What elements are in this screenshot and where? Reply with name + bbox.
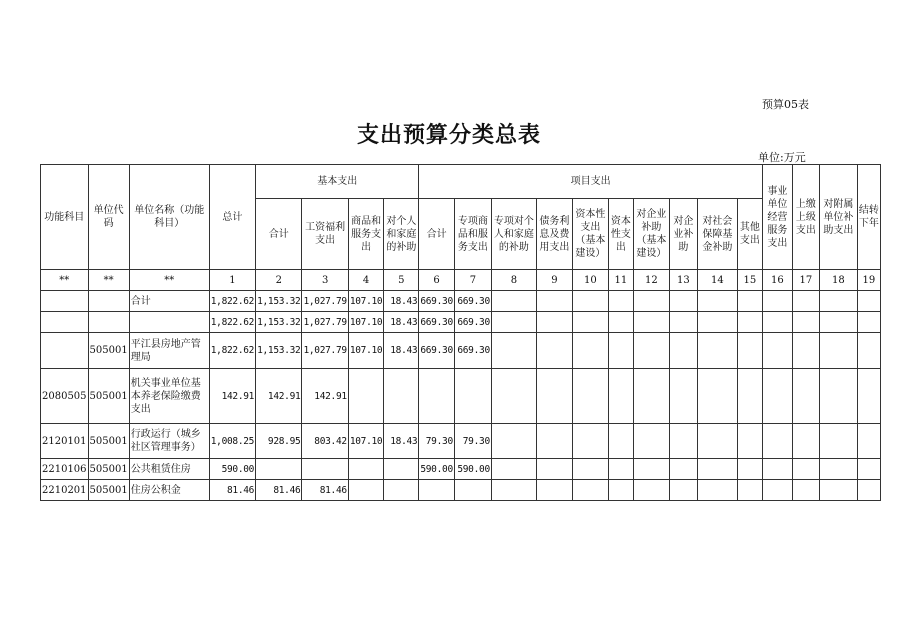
cell-empty bbox=[737, 480, 762, 501]
cell-personal: 18.43 bbox=[384, 291, 419, 312]
index-cell: 2 bbox=[256, 270, 302, 291]
cell-empty bbox=[491, 312, 536, 333]
cell-func bbox=[41, 312, 89, 333]
cell-empty bbox=[792, 424, 819, 459]
cell-wage: 1,027.79 bbox=[302, 333, 348, 369]
cell-empty bbox=[536, 369, 572, 424]
cell-wage: 81.46 bbox=[302, 480, 348, 501]
index-cell: ** bbox=[88, 270, 129, 291]
index-cell: 18 bbox=[819, 270, 857, 291]
cell-total: 1,822.62 bbox=[209, 312, 255, 333]
cell-basic: 1,153.32 bbox=[256, 291, 302, 312]
cell-empty bbox=[697, 480, 737, 501]
table-row bbox=[41, 291, 881, 312]
header-total: 总计 bbox=[209, 165, 255, 270]
cell-empty bbox=[633, 291, 669, 312]
cell-empty bbox=[857, 480, 880, 501]
index-cell: 17 bbox=[792, 270, 819, 291]
header-basic-subtotal: 合计 bbox=[256, 199, 302, 270]
header-unit-code: 单位代码 bbox=[88, 165, 129, 270]
table-row bbox=[41, 424, 881, 459]
index-cell: 10 bbox=[572, 270, 608, 291]
cell-name: 机关事业单位基本养老保险缴费支出 bbox=[129, 369, 209, 424]
cell-proj: 669.30 bbox=[419, 291, 455, 312]
cell-empty bbox=[737, 369, 762, 424]
cell-total: 142.91 bbox=[209, 369, 255, 424]
cell-goods bbox=[348, 369, 384, 424]
cell-empty bbox=[697, 369, 737, 424]
form-number: 预算05表 bbox=[762, 98, 809, 111]
cell-func bbox=[41, 333, 89, 369]
header-unit-name: 单位名称（功能科目） bbox=[129, 165, 209, 270]
cell-proj_goods: 669.30 bbox=[454, 312, 491, 333]
cell-empty bbox=[819, 369, 857, 424]
cell-empty bbox=[536, 480, 572, 501]
cell-empty bbox=[819, 333, 857, 369]
cell-empty bbox=[669, 459, 697, 480]
cell-empty bbox=[669, 424, 697, 459]
cell-empty bbox=[697, 312, 737, 333]
cell-empty bbox=[669, 312, 697, 333]
index-cell: 4 bbox=[348, 270, 384, 291]
header-carry-forward: 结转下年 bbox=[857, 165, 880, 270]
index-cell: 1 bbox=[209, 270, 255, 291]
cell-basic: 1,153.32 bbox=[256, 312, 302, 333]
cell-empty bbox=[819, 291, 857, 312]
cell-empty bbox=[491, 480, 536, 501]
cell-empty bbox=[857, 333, 880, 369]
cell-func: 2080505 bbox=[41, 369, 89, 424]
cell-empty bbox=[762, 369, 792, 424]
header-enterprise-subsidy-basic: 对企业补助（基本建设） bbox=[633, 199, 669, 270]
cell-code: 505001 bbox=[88, 459, 129, 480]
cell-code: 505001 bbox=[88, 424, 129, 459]
cell-goods bbox=[348, 480, 384, 501]
cell-proj_goods: 590.00 bbox=[454, 459, 491, 480]
cell-personal bbox=[384, 480, 419, 501]
cell-basic: 81.46 bbox=[256, 480, 302, 501]
header-enterprise-subsidy: 对企业补助 bbox=[669, 199, 697, 270]
cell-empty bbox=[608, 333, 633, 369]
cell-empty bbox=[819, 459, 857, 480]
cell-proj_goods bbox=[454, 369, 491, 424]
cell-empty bbox=[737, 424, 762, 459]
cell-empty bbox=[669, 369, 697, 424]
cell-goods: 107.10 bbox=[348, 312, 384, 333]
cell-code: 505001 bbox=[88, 369, 129, 424]
cell-empty bbox=[697, 459, 737, 480]
cell-proj_goods bbox=[454, 480, 491, 501]
cell-personal bbox=[384, 459, 419, 480]
cell-personal bbox=[384, 369, 419, 424]
cell-empty bbox=[633, 459, 669, 480]
table-row bbox=[41, 480, 881, 501]
index-cell: 8 bbox=[491, 270, 536, 291]
header-personal-family: 对个人和家庭的补助 bbox=[384, 199, 419, 270]
cell-proj bbox=[419, 480, 455, 501]
cell-func: 2210201 bbox=[41, 480, 89, 501]
cell-personal: 18.43 bbox=[384, 312, 419, 333]
cell-empty bbox=[762, 424, 792, 459]
cell-empty bbox=[608, 291, 633, 312]
header-proj-goods-services: 专项商品和服务支出 bbox=[454, 199, 491, 270]
cell-basic: 1,153.32 bbox=[256, 333, 302, 369]
cell-empty bbox=[857, 459, 880, 480]
header-goods-services: 商品和服务支出 bbox=[348, 199, 384, 270]
cell-empty bbox=[536, 459, 572, 480]
cell-total: 590.00 bbox=[209, 459, 255, 480]
cell-empty bbox=[608, 459, 633, 480]
index-cell: 9 bbox=[536, 270, 572, 291]
cell-empty bbox=[697, 424, 737, 459]
cell-empty bbox=[536, 424, 572, 459]
cell-empty bbox=[792, 480, 819, 501]
cell-empty bbox=[572, 312, 608, 333]
cell-wage: 142.91 bbox=[302, 369, 348, 424]
header-func-subject: 功能科目 bbox=[41, 165, 89, 270]
index-cell: 13 bbox=[669, 270, 697, 291]
cell-personal: 18.43 bbox=[384, 424, 419, 459]
cell-proj bbox=[419, 369, 455, 424]
cell-goods: 107.10 bbox=[348, 333, 384, 369]
cell-empty bbox=[608, 480, 633, 501]
cell-name: 合计 bbox=[129, 291, 209, 312]
cell-empty bbox=[697, 291, 737, 312]
header-capital-basic: 资本性支出（基本建设） bbox=[572, 199, 608, 270]
index-cell: 15 bbox=[737, 270, 762, 291]
cell-name: 住房公积金 bbox=[129, 480, 209, 501]
cell-code bbox=[88, 291, 129, 312]
cell-empty bbox=[857, 291, 880, 312]
cell-empty bbox=[792, 369, 819, 424]
cell-empty bbox=[669, 480, 697, 501]
header-capital: 资本性支出 bbox=[608, 199, 633, 270]
index-cell: 3 bbox=[302, 270, 348, 291]
cell-empty bbox=[737, 459, 762, 480]
cell-empty bbox=[491, 333, 536, 369]
cell-basic bbox=[256, 459, 302, 480]
cell-proj: 79.30 bbox=[419, 424, 455, 459]
cell-proj_goods: 669.30 bbox=[454, 333, 491, 369]
cell-wage bbox=[302, 459, 348, 480]
cell-empty bbox=[491, 459, 536, 480]
cell-code bbox=[88, 312, 129, 333]
index-cell: 12 bbox=[633, 270, 669, 291]
header-institution-operation: 事业单位经营服务支出 bbox=[762, 165, 792, 270]
cell-empty bbox=[633, 333, 669, 369]
cell-empty bbox=[819, 312, 857, 333]
cell-wage: 803.42 bbox=[302, 424, 348, 459]
cell-name: 平江县房地产管理局 bbox=[129, 333, 209, 369]
unit-label: 单位:万元 bbox=[758, 151, 806, 164]
cell-empty bbox=[633, 369, 669, 424]
index-cell: ** bbox=[129, 270, 209, 291]
cell-func: 2120101 bbox=[41, 424, 89, 459]
header-project-subtotal: 合计 bbox=[419, 199, 455, 270]
cell-empty bbox=[608, 312, 633, 333]
cell-empty bbox=[737, 312, 762, 333]
cell-code: 505001 bbox=[88, 333, 129, 369]
cell-name: 行政运行（城乡社区管理事务） bbox=[129, 424, 209, 459]
cell-proj_goods: 79.30 bbox=[454, 424, 491, 459]
cell-total: 1,008.25 bbox=[209, 424, 255, 459]
cell-empty bbox=[819, 424, 857, 459]
table-row bbox=[41, 333, 881, 369]
index-cell: 16 bbox=[762, 270, 792, 291]
header-debt-interest: 债务利息及费用支出 bbox=[536, 199, 572, 270]
cell-empty bbox=[697, 333, 737, 369]
cell-empty bbox=[633, 480, 669, 501]
cell-empty bbox=[669, 333, 697, 369]
cell-proj: 669.30 bbox=[419, 312, 455, 333]
cell-empty bbox=[762, 333, 792, 369]
cell-empty bbox=[792, 459, 819, 480]
cell-empty bbox=[536, 333, 572, 369]
cell-empty bbox=[572, 333, 608, 369]
budget-table bbox=[40, 164, 881, 501]
cell-code: 505001 bbox=[88, 480, 129, 501]
header-payment-superior: 上缴上级支出 bbox=[792, 165, 819, 270]
cell-wage: 1,027.79 bbox=[302, 312, 348, 333]
cell-empty bbox=[491, 291, 536, 312]
cell-empty bbox=[737, 333, 762, 369]
cell-empty bbox=[572, 480, 608, 501]
cell-empty bbox=[857, 312, 880, 333]
cell-empty bbox=[737, 291, 762, 312]
cell-empty bbox=[762, 480, 792, 501]
cell-empty bbox=[572, 424, 608, 459]
cell-total: 81.46 bbox=[209, 480, 255, 501]
index-cell: 7 bbox=[454, 270, 491, 291]
cell-empty bbox=[792, 312, 819, 333]
cell-total: 1,822.62 bbox=[209, 333, 255, 369]
cell-empty bbox=[536, 312, 572, 333]
page-title: 支出预算分类总表 bbox=[356, 122, 541, 148]
header-other: 其他支出 bbox=[737, 199, 762, 270]
index-cell: 6 bbox=[419, 270, 455, 291]
header-subsidy-affiliated: 对附属单位补助支出 bbox=[819, 165, 857, 270]
cell-func bbox=[41, 291, 89, 312]
header-project-group: 项目支出 bbox=[419, 165, 763, 199]
cell-total: 1,822.62 bbox=[209, 291, 255, 312]
cell-empty bbox=[608, 424, 633, 459]
cell-empty bbox=[762, 312, 792, 333]
index-cell: 11 bbox=[608, 270, 633, 291]
index-cell: 14 bbox=[697, 270, 737, 291]
index-cell: 5 bbox=[384, 270, 419, 291]
cell-basic: 142.91 bbox=[256, 369, 302, 424]
cell-empty bbox=[491, 369, 536, 424]
index-row bbox=[41, 270, 881, 291]
cell-empty bbox=[536, 291, 572, 312]
header-proj-personal-family: 专项对个人和家庭的补助 bbox=[491, 199, 536, 270]
cell-empty bbox=[491, 424, 536, 459]
cell-empty bbox=[792, 291, 819, 312]
table-row bbox=[41, 369, 881, 424]
cell-empty bbox=[792, 333, 819, 369]
cell-empty bbox=[857, 424, 880, 459]
cell-empty bbox=[669, 291, 697, 312]
header-basic-group: 基本支出 bbox=[256, 165, 419, 199]
cell-empty bbox=[608, 369, 633, 424]
cell-goods: 107.10 bbox=[348, 424, 384, 459]
cell-empty bbox=[762, 459, 792, 480]
cell-personal: 18.43 bbox=[384, 333, 419, 369]
cell-empty bbox=[819, 480, 857, 501]
index-cell: ** bbox=[41, 270, 89, 291]
table-row bbox=[41, 312, 881, 333]
cell-goods: 107.10 bbox=[348, 291, 384, 312]
cell-empty bbox=[762, 291, 792, 312]
cell-name: 公共租赁住房 bbox=[129, 459, 209, 480]
cell-empty bbox=[857, 369, 880, 424]
header-social-security: 对社会保障基金补助 bbox=[697, 199, 737, 270]
cell-proj: 590.00 bbox=[419, 459, 455, 480]
cell-func: 2210106 bbox=[41, 459, 89, 480]
cell-goods bbox=[348, 459, 384, 480]
cell-empty bbox=[572, 459, 608, 480]
cell-proj: 669.30 bbox=[419, 333, 455, 369]
cell-empty bbox=[572, 291, 608, 312]
cell-empty bbox=[633, 424, 669, 459]
header-wage-welfare: 工资福利支出 bbox=[302, 199, 348, 270]
cell-proj_goods: 669.30 bbox=[454, 291, 491, 312]
table-row bbox=[41, 459, 881, 480]
cell-wage: 1,027.79 bbox=[302, 291, 348, 312]
cell-basic: 928.95 bbox=[256, 424, 302, 459]
cell-empty bbox=[633, 312, 669, 333]
cell-empty bbox=[572, 369, 608, 424]
index-cell: 19 bbox=[857, 270, 880, 291]
cell-name bbox=[129, 312, 209, 333]
